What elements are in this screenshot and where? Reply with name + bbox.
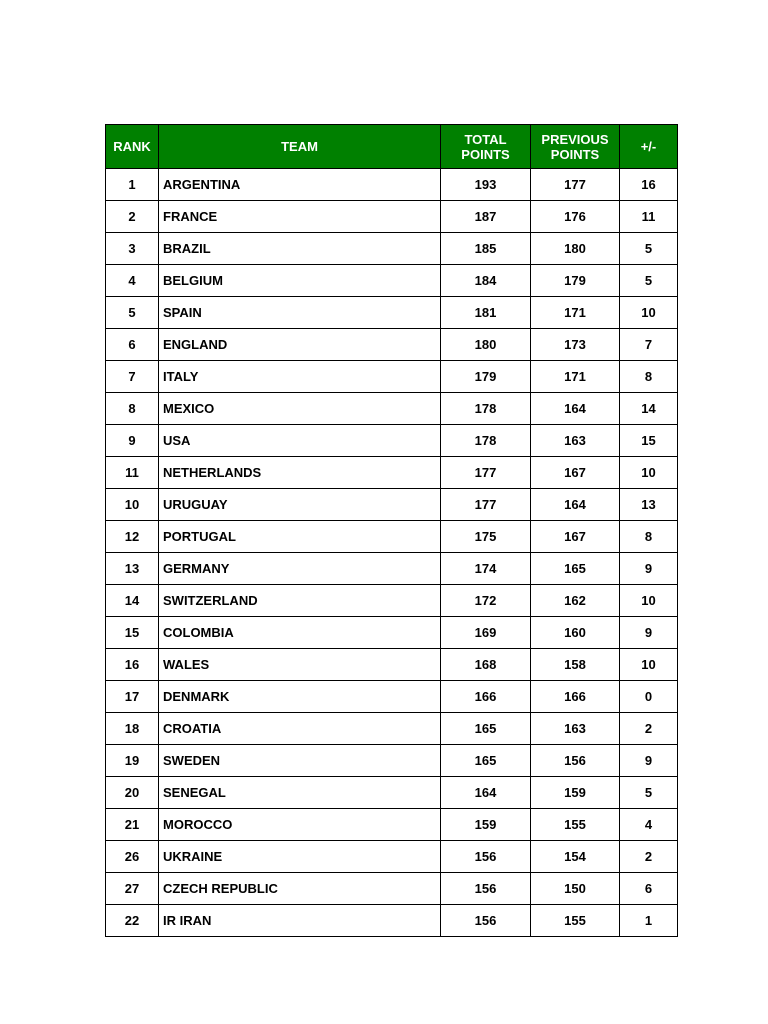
previous-points-header-line2: POINTS bbox=[550, 146, 600, 162]
table-row bbox=[106, 713, 678, 745]
change-cell: 4 bbox=[620, 809, 678, 841]
change-cell: 6 bbox=[620, 873, 678, 905]
total-points-cell: 181 bbox=[441, 297, 531, 329]
change-cell: 0 bbox=[620, 681, 678, 713]
team-cell: ENGLAND bbox=[159, 329, 441, 361]
team-cell: MEXICO bbox=[159, 393, 441, 425]
change-cell: 1 bbox=[620, 905, 678, 937]
change-cell: 11 bbox=[620, 201, 678, 233]
previous-points-cell: 165 bbox=[531, 553, 620, 585]
change-cell: 8 bbox=[620, 521, 678, 553]
previous-points-cell: 177 bbox=[531, 169, 620, 201]
total-points-cell: 185 bbox=[441, 233, 531, 265]
previous-points-cell: 155 bbox=[531, 905, 620, 937]
total-points-header-line2: POINTS bbox=[461, 146, 510, 162]
table-row bbox=[106, 521, 678, 553]
total-points-cell: 156 bbox=[441, 873, 531, 905]
change-cell: 8 bbox=[620, 361, 678, 393]
table-row bbox=[106, 905, 678, 937]
team-cell: BELGIUM bbox=[159, 265, 441, 297]
team-cell: WALES bbox=[159, 649, 441, 681]
rank-cell: 1 bbox=[106, 169, 159, 201]
previous-points-cell: 163 bbox=[531, 425, 620, 457]
rank-cell: 27 bbox=[106, 873, 159, 905]
total-points-cell: 177 bbox=[441, 489, 531, 521]
rank-cell: 19 bbox=[106, 745, 159, 777]
change-cell: 9 bbox=[620, 745, 678, 777]
total-points-header-line1: TOTAL bbox=[464, 131, 507, 147]
change-cell: 9 bbox=[620, 553, 678, 585]
total-points-cell: 177 bbox=[441, 457, 531, 489]
team-cell: NETHERLANDS bbox=[159, 457, 441, 489]
team-cell: SWEDEN bbox=[159, 745, 441, 777]
rank-cell: 11 bbox=[106, 457, 159, 489]
table-row bbox=[106, 169, 678, 201]
team-cell: PORTUGAL bbox=[159, 521, 441, 553]
total-points-cell: 156 bbox=[441, 905, 531, 937]
rank-cell: 7 bbox=[106, 361, 159, 393]
team-cell: ITALY bbox=[159, 361, 441, 393]
team-cell: SWITZERLAND bbox=[159, 585, 441, 617]
previous-points-header bbox=[531, 125, 620, 169]
table-row bbox=[106, 457, 678, 489]
total-points-cell: 178 bbox=[441, 393, 531, 425]
team-cell: CZECH REPUBLIC bbox=[159, 873, 441, 905]
total-points-cell: 180 bbox=[441, 329, 531, 361]
table-row bbox=[106, 329, 678, 361]
rank-cell: 10 bbox=[106, 489, 159, 521]
total-points-cell: 165 bbox=[441, 745, 531, 777]
team-cell: DENMARK bbox=[159, 681, 441, 713]
table-row bbox=[106, 297, 678, 329]
total-points-cell: 164 bbox=[441, 777, 531, 809]
table-row bbox=[106, 233, 678, 265]
table-row bbox=[106, 361, 678, 393]
previous-points-cell: 171 bbox=[531, 297, 620, 329]
total-points-cell: 178 bbox=[441, 425, 531, 457]
previous-points-cell: 162 bbox=[531, 585, 620, 617]
total-points-cell: 166 bbox=[441, 681, 531, 713]
change-cell: 16 bbox=[620, 169, 678, 201]
rank-cell: 14 bbox=[106, 585, 159, 617]
previous-points-cell: 158 bbox=[531, 649, 620, 681]
change-cell: 5 bbox=[620, 265, 678, 297]
rank-header: RANK bbox=[106, 125, 159, 169]
previous-points-cell: 176 bbox=[531, 201, 620, 233]
previous-points-cell: 167 bbox=[531, 521, 620, 553]
rank-cell: 12 bbox=[106, 521, 159, 553]
table-row bbox=[106, 617, 678, 649]
table-row bbox=[106, 553, 678, 585]
total-points-cell: 168 bbox=[441, 649, 531, 681]
total-points-cell: 159 bbox=[441, 809, 531, 841]
previous-points-cell: 179 bbox=[531, 265, 620, 297]
team-cell: SPAIN bbox=[159, 297, 441, 329]
change-cell: 15 bbox=[620, 425, 678, 457]
total-points-cell: 169 bbox=[441, 617, 531, 649]
change-header: +/- bbox=[620, 125, 678, 169]
change-cell: 2 bbox=[620, 841, 678, 873]
previous-points-cell: 156 bbox=[531, 745, 620, 777]
previous-points-cell: 159 bbox=[531, 777, 620, 809]
rank-cell: 2 bbox=[106, 201, 159, 233]
change-cell: 9 bbox=[620, 617, 678, 649]
previous-points-cell: 164 bbox=[531, 489, 620, 521]
table-row bbox=[106, 649, 678, 681]
change-cell: 10 bbox=[620, 585, 678, 617]
team-cell: URUGUAY bbox=[159, 489, 441, 521]
change-cell: 10 bbox=[620, 649, 678, 681]
previous-points-cell: 150 bbox=[531, 873, 620, 905]
total-points-cell: 184 bbox=[441, 265, 531, 297]
rank-cell: 17 bbox=[106, 681, 159, 713]
rank-cell: 21 bbox=[106, 809, 159, 841]
table-row bbox=[106, 265, 678, 297]
total-points-header bbox=[441, 125, 531, 169]
table-row bbox=[106, 425, 678, 457]
change-cell: 5 bbox=[620, 777, 678, 809]
rank-cell: 5 bbox=[106, 297, 159, 329]
table-row bbox=[106, 873, 678, 905]
previous-points-header-line1: PREVIOUS bbox=[541, 131, 609, 147]
team-cell: UKRAINE bbox=[159, 841, 441, 873]
previous-points-cell: 160 bbox=[531, 617, 620, 649]
rank-cell: 3 bbox=[106, 233, 159, 265]
table-row bbox=[106, 681, 678, 713]
team-cell: FRANCE bbox=[159, 201, 441, 233]
change-cell: 2 bbox=[620, 713, 678, 745]
team-cell: MOROCCO bbox=[159, 809, 441, 841]
previous-points-cell: 164 bbox=[531, 393, 620, 425]
rank-cell: 26 bbox=[106, 841, 159, 873]
header-row bbox=[106, 125, 678, 169]
change-cell: 10 bbox=[620, 457, 678, 489]
rank-cell: 22 bbox=[106, 905, 159, 937]
team-cell: GERMANY bbox=[159, 553, 441, 585]
table-row bbox=[106, 809, 678, 841]
total-points-cell: 175 bbox=[441, 521, 531, 553]
table-body bbox=[106, 169, 678, 937]
rank-cell: 16 bbox=[106, 649, 159, 681]
total-points-cell: 179 bbox=[441, 361, 531, 393]
rank-cell: 13 bbox=[106, 553, 159, 585]
rank-cell: 6 bbox=[106, 329, 159, 361]
team-cell: USA bbox=[159, 425, 441, 457]
table-row bbox=[106, 841, 678, 873]
team-cell: BRAZIL bbox=[159, 233, 441, 265]
change-cell: 10 bbox=[620, 297, 678, 329]
total-points-cell: 156 bbox=[441, 841, 531, 873]
previous-points-cell: 173 bbox=[531, 329, 620, 361]
rank-cell: 9 bbox=[106, 425, 159, 457]
table-row bbox=[106, 201, 678, 233]
team-cell: SENEGAL bbox=[159, 777, 441, 809]
previous-points-cell: 167 bbox=[531, 457, 620, 489]
table-row bbox=[106, 489, 678, 521]
ranking-table bbox=[105, 124, 678, 937]
table-header bbox=[106, 125, 678, 169]
previous-points-cell: 163 bbox=[531, 713, 620, 745]
total-points-cell: 174 bbox=[441, 553, 531, 585]
change-cell: 7 bbox=[620, 329, 678, 361]
team-cell: COLOMBIA bbox=[159, 617, 441, 649]
team-cell: CROATIA bbox=[159, 713, 441, 745]
table-row bbox=[106, 393, 678, 425]
previous-points-cell: 180 bbox=[531, 233, 620, 265]
previous-points-cell: 154 bbox=[531, 841, 620, 873]
previous-points-cell: 171 bbox=[531, 361, 620, 393]
total-points-cell: 165 bbox=[441, 713, 531, 745]
total-points-cell: 193 bbox=[441, 169, 531, 201]
rank-cell: 20 bbox=[106, 777, 159, 809]
change-cell: 13 bbox=[620, 489, 678, 521]
previous-points-cell: 166 bbox=[531, 681, 620, 713]
team-cell: IR IRAN bbox=[159, 905, 441, 937]
change-cell: 5 bbox=[620, 233, 678, 265]
rank-cell: 18 bbox=[106, 713, 159, 745]
rank-cell: 4 bbox=[106, 265, 159, 297]
table-row bbox=[106, 585, 678, 617]
total-points-cell: 172 bbox=[441, 585, 531, 617]
change-cell: 14 bbox=[620, 393, 678, 425]
table-row bbox=[106, 777, 678, 809]
total-points-cell: 187 bbox=[441, 201, 531, 233]
rank-cell: 15 bbox=[106, 617, 159, 649]
previous-points-cell: 155 bbox=[531, 809, 620, 841]
rank-cell: 8 bbox=[106, 393, 159, 425]
table-row bbox=[106, 745, 678, 777]
team-cell: ARGENTINA bbox=[159, 169, 441, 201]
team-header: TEAM bbox=[159, 125, 441, 169]
